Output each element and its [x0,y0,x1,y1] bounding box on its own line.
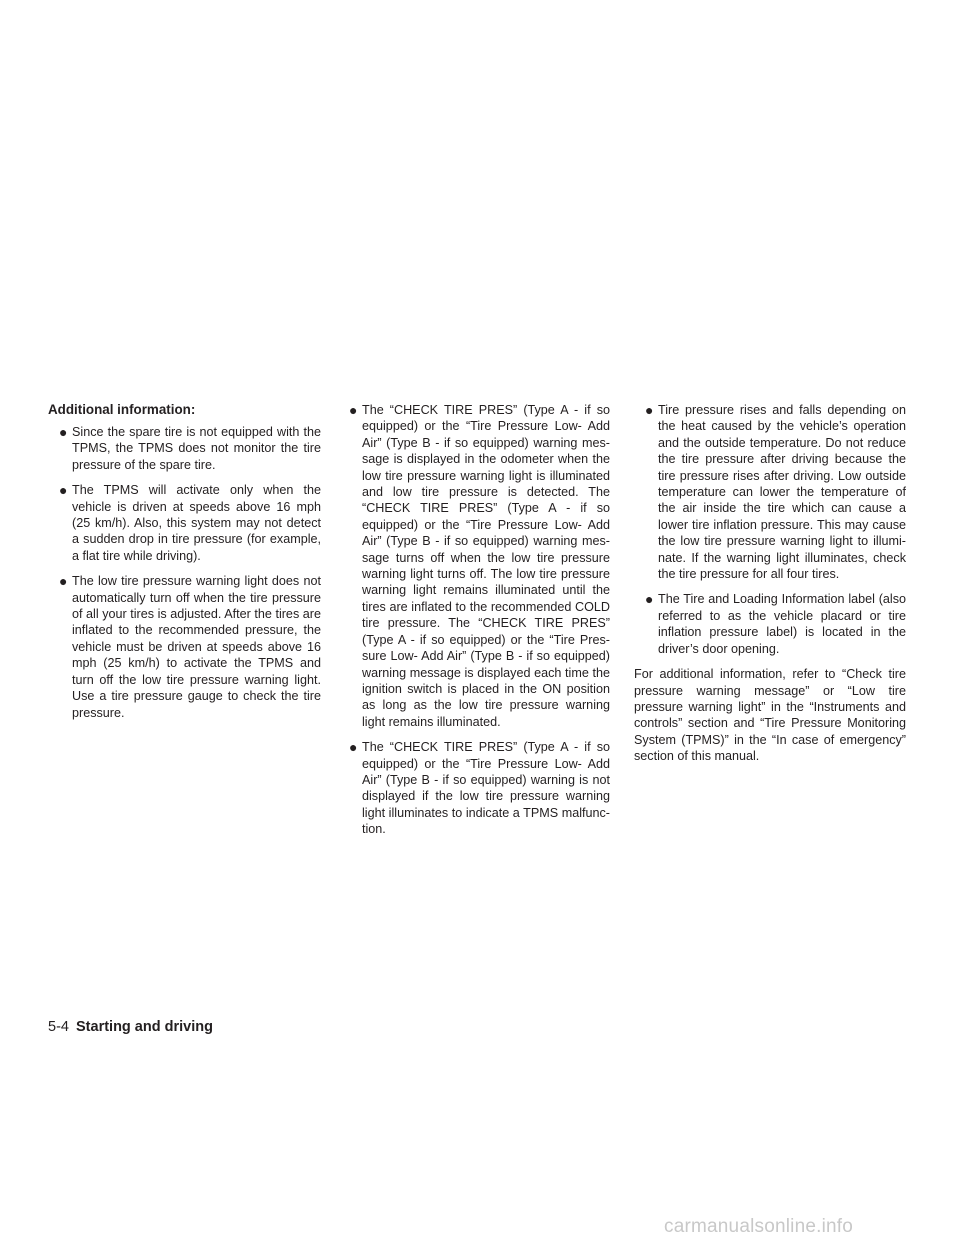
bullet-list-middle [338,402,610,838]
list-item-text: The Tire and Loading Information label (also referred to as the vehicle placard or tire inflation pressure label) is located in the driver’s door opening. [658,592,906,656]
list-item [48,424,321,473]
column-left [48,402,321,730]
list-item [48,482,321,564]
list-item-text: The TPMS will activate only when the vehicle is driven at speeds above 16 mph (25 km/h). Also, this system may not detect a sudden drop in tire pressure (for example, a flat tire while driving). [72,483,321,563]
list-item-text: Tire pressure rises and falls depending on the heat caused by the vehicle’s operation and the outside temperature. Do not reduce the tire pressure after driving because the tire pressure rises after driving. Low outside temperature can lower the temperature of the air inside the tire which can cause a lower tire inflation pressure. This may cause the low tire pressure warning light to illumi-nate. If the warning light illuminates, check the tire pressure for all four tires. [658,403,906,582]
page-number: 5-4 [48,1019,69,1035]
page-footer [48,1018,213,1036]
list-item-text: The low tire pressure warning light does not automatically turn off when the tire pressure of all your tires is adjusted. After the tires are inflated to the recommended pressure, the vehicle must be driven at speeds above 16 mph (25 km/h) to activate the TPMS and turn off the low tire pressure warning light. Use a tire pressure gauge to check the tire pressure. [72,574,321,720]
bullet-icon: ● [349,402,358,418]
column-middle [338,402,610,847]
list-item-text: The “CHECK TIRE PRES” (Type A - if so equipped) or the “Tire Pressure Low- Add Air” (Type B - if so equipped) warning is not displayed if the low tire pressure warning light illuminates to indicate a TPMS malfunc-tion. [362,740,610,837]
bullet-icon: ● [645,591,654,608]
list-item [338,739,610,837]
additional-info-paragraph: For additional information, refer to “Check tire pressure warning message” or “Low tire pressure warning light” in the “Instruments and controls” section and “Tire Pressure Monitoring System (TPMS)” in the “In case of emergency” section of this manual. [634,667,906,764]
bullet-icon: ● [645,402,654,418]
watermark: carmanualsonline.info [664,1216,854,1237]
list-item-text: Since the spare tire is not equipped with the TPMS, the TPMS does not monitor the tire pressure of the spare tire. [72,425,321,472]
bullet-icon: ● [349,739,358,756]
bullet-list-right [634,402,906,657]
bullet-icon: ● [59,424,68,440]
list-item-text: The “CHECK TIRE PRES” (Type A - if so equipped) or the “Tire Pressure Low- Add Air” (Type B - if so equipped) warning mes-sage is displayed in the odometer when the low tire pressure warning light is illuminated and low tire pressure is detected. The “CHECK TIRE PRES” (Type A - if so equipped) or the “Tire Pressure Low- Add Air” (Type B - if so equipped) warning mes-sage turns off when the low tire pressure warning light turns off. The low tire pressure warning light remains illuminated until the tires are inflated to the recommended COLD tire pressure. The “CHECK TIRE PRES” (Type A - if so equipped) or the “Tire Pres-sure Low- Add Air” (Type B - if so equipped) warning message is displayed each time the ignition switch is placed in the ON position as long as the low tire pressure warning light remains illuminated. [362,403,610,729]
bullet-list-left [48,424,321,721]
list-item [634,402,906,582]
bullet-icon: ● [59,573,68,590]
bullet-icon: ● [59,482,68,499]
list-item [338,402,610,730]
list-item [634,591,906,657]
section-title: Starting and driving [76,1019,213,1035]
list-item [48,573,321,721]
column-right [634,402,906,765]
section-heading: Additional information: [48,402,196,417]
